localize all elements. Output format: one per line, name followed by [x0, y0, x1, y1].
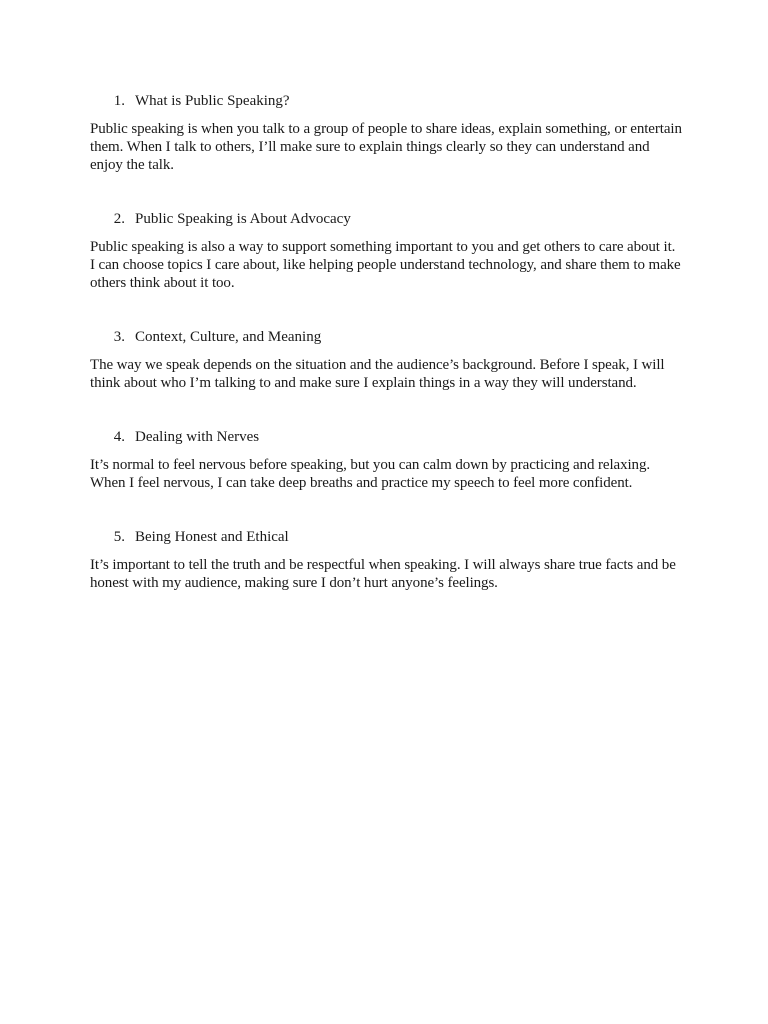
section-number: 1. [113, 93, 125, 109]
section-what-is-public-speaking [90, 92, 682, 174]
section-heading [90, 92, 682, 110]
section-body: The way we speak depends on the situation and the audience’s background. Before I speak, I will think about who I’m talking to and make sure I explain things in a way they will understand. [90, 357, 665, 391]
document-content [90, 92, 682, 628]
section-body: Public speaking is when you talk to a group of people to share ideas, explain something, or entertain them. When I talk to others, I’ll make sure to explain things clearly so they can understand and enjoy the talk. [90, 121, 682, 173]
section-heading [90, 328, 682, 346]
section-title: Public Speaking is About Advocacy [135, 211, 351, 227]
section-number: 4. [113, 429, 125, 445]
section-number: 3. [113, 329, 125, 345]
section-number: 2. [113, 211, 125, 227]
section-advocacy [90, 210, 682, 292]
section-title: Being Honest and Ethical [135, 529, 289, 545]
section-title: Dealing with Nerves [135, 429, 260, 445]
section-context-culture-meaning [90, 328, 682, 392]
section-title: Context, Culture, and Meaning [135, 329, 322, 345]
section-body: It’s important to tell the truth and be respectful when speaking. I will always share true facts and be honest with my audience, making sure I don’t hurt anyone’s feelings. [90, 557, 676, 591]
section-number: 5. [113, 529, 125, 545]
section-honest-ethical [90, 528, 682, 592]
section-heading [90, 210, 682, 228]
section-title: What is Public Speaking? [135, 93, 290, 109]
section-body: Public speaking is also a way to support something important to you and get others to care about it. I can choose topics I care about, like helping people understand technology, and share them to make others think about it too. [90, 239, 681, 291]
section-dealing-with-nerves [90, 428, 682, 492]
section-heading [90, 528, 682, 546]
section-body: It’s normal to feel nervous before speaking, but you can calm down by practicing and relaxing. When I feel nervous, I can take deep breaths and practice my speech to feel more confident. [90, 457, 651, 491]
section-heading [90, 428, 682, 446]
